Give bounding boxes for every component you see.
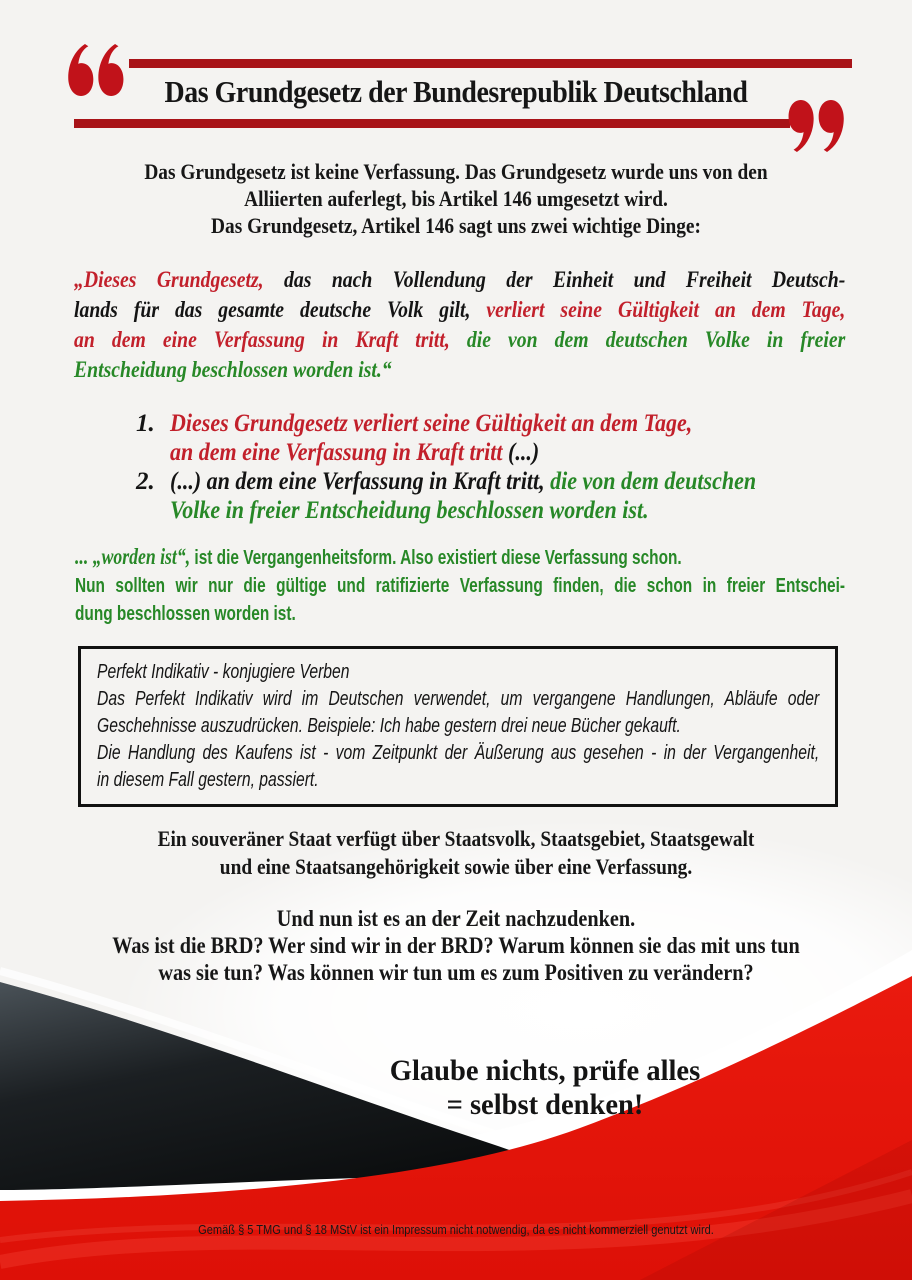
- text-segment: „Dieses Grundgesetz,: [74, 267, 264, 292]
- grammar-box-text: [97, 659, 912, 794]
- text-line: [55, 158, 858, 185]
- past-tense-explanation: [75, 543, 912, 628]
- text-line: [55, 185, 858, 212]
- text-segment: Entscheidung beschlossen worden ist.“: [74, 357, 392, 382]
- list-number: 1.: [136, 410, 155, 437]
- top-rule: [129, 59, 852, 68]
- text-segment: an dem eine Verfassung in Kraft tritt,: [74, 327, 450, 352]
- text-line: [74, 265, 845, 295]
- text-segment: Volke in freier Entscheidung beschlossen worden ist.: [170, 497, 649, 524]
- text-line: [97, 659, 819, 686]
- text-line: [55, 905, 858, 932]
- text-segment: Was ist die BRD? Wer sind wir in der BRD? Warum können sie das mit uns tun: [112, 933, 800, 958]
- intro-paragraph: [0, 158, 912, 239]
- text-line: [170, 409, 786, 438]
- grammar-box: [78, 646, 838, 807]
- questions-paragraph: [0, 905, 912, 986]
- text-segment: Und nun ist es an der Zeit nachzudenken.: [276, 906, 636, 931]
- text-line: [55, 825, 858, 853]
- text-segment: lands für das gesamte deutsche Volk gilt,: [74, 297, 471, 322]
- text-segment: und eine Staatsangehörigkeit sowie über eine Verfassung.: [219, 854, 693, 879]
- text-line: [170, 467, 786, 496]
- list-item-text: [170, 409, 912, 467]
- text-segment: Ein souveräner Staat verfügt über Staatsvolk, Staatsgebiet, Staatsgewalt: [157, 826, 755, 851]
- bottom-rule: [74, 119, 790, 128]
- text-segment: Die Handlung des Kaufens ist - vom Zeitpunkt der Äußerung aus gesehen - in der Vergangenheit,: [97, 742, 820, 764]
- text-segment: was sie tun? Was können wir tun um es zum Positiven zu verändern?: [158, 960, 754, 985]
- text-segment: (...): [508, 439, 540, 466]
- text-line: [75, 572, 845, 600]
- key-points-list: [136, 409, 912, 525]
- text-line: [74, 355, 845, 385]
- text-segment: dung beschlossen worden ist.: [75, 603, 296, 625]
- text-segment: Nun sollten wir nur die gültige und ratifizierte Verfassung finden, die schon in freier Entschei-: [75, 575, 845, 597]
- list-number: 2.: [136, 468, 155, 495]
- text-segment: Perfekt Indikativ - konjugiere Verben: [97, 661, 350, 683]
- impressum-note: Gemäß § 5 TMG und § 18 MStV ist ein Impressum nicht notwendig, da es nicht kommerziell genutzt wird.: [198, 1222, 714, 1237]
- text-segment: ... „worden ist“,: [75, 544, 191, 569]
- text-segment: Das Grundgesetz ist keine Verfassung. Das Grundgesetz wurde uns von den: [144, 159, 768, 184]
- text-line: [293, 1054, 797, 1088]
- text-line: [55, 932, 858, 959]
- list-item-text: [170, 467, 912, 525]
- text-line: [74, 325, 845, 355]
- text-line: [97, 713, 819, 740]
- text-segment: ist die Vergangenheitsform. Also existiert diese Verfassung schon.: [190, 547, 682, 569]
- text-segment: Geschehnisse auszudrücken. Beispiele: Ich habe gestern drei neue Bücher gekauft.: [97, 715, 681, 737]
- page-title: Das Grundgesetz der Bundesrepublik Deutschland: [164, 74, 748, 109]
- text-segment: das nach Vollendung der Einheit und Freiheit Deutsch-: [263, 267, 846, 292]
- text-segment: = selbst denken!: [446, 1088, 644, 1121]
- text-line: [170, 496, 786, 525]
- text-segment: (...) an dem eine Verfassung in Kraft tritt,: [170, 468, 551, 495]
- text-line: [55, 959, 858, 986]
- article-146-quote: [74, 265, 912, 385]
- text-segment: Glaube nichts, prüfe alles: [389, 1054, 701, 1087]
- text-line: [55, 212, 858, 239]
- text-line: [97, 686, 819, 713]
- text-segment: in diesem Fall gestern, passiert.: [97, 769, 319, 791]
- text-line: [74, 295, 845, 325]
- list-item-1: [136, 409, 912, 467]
- text-segment: Dieses Grundgesetz verliert seine Gültigkeit an dem Tage,: [170, 410, 693, 437]
- list-item-2: [136, 467, 912, 525]
- title-banner: [0, 0, 912, 150]
- close-quote-icon: [788, 100, 846, 152]
- text-segment: Alliierten auferlegt, bis Artikel 146 umgesetzt wird.: [244, 186, 668, 211]
- sovereign-state-paragraph: [0, 825, 912, 881]
- text-line: [97, 767, 819, 794]
- text-line: [97, 740, 819, 767]
- motto-text: [280, 1054, 810, 1122]
- text-line: [75, 543, 845, 572]
- text-line: [55, 853, 858, 881]
- text-segment: die von dem deutschen Volke in freier: [449, 327, 846, 352]
- text-segment: Das Perfekt Indikativ wird im Deutschen verwendet, um vergangene Handlungen, Abläufe oder: [97, 688, 820, 710]
- text-line: [75, 600, 845, 628]
- text-segment: an dem eine Verfassung in Kraft tritt: [170, 439, 509, 466]
- text-segment: Das Grundgesetz, Artikel 146 sagt uns zwei wichtige Dinge:: [211, 213, 701, 238]
- text-line: [293, 1088, 797, 1122]
- text-line: [170, 438, 786, 467]
- text-segment: die von dem deutschen: [550, 468, 757, 495]
- text-segment: verliert seine Gültigkeit an dem Tage,: [470, 297, 846, 322]
